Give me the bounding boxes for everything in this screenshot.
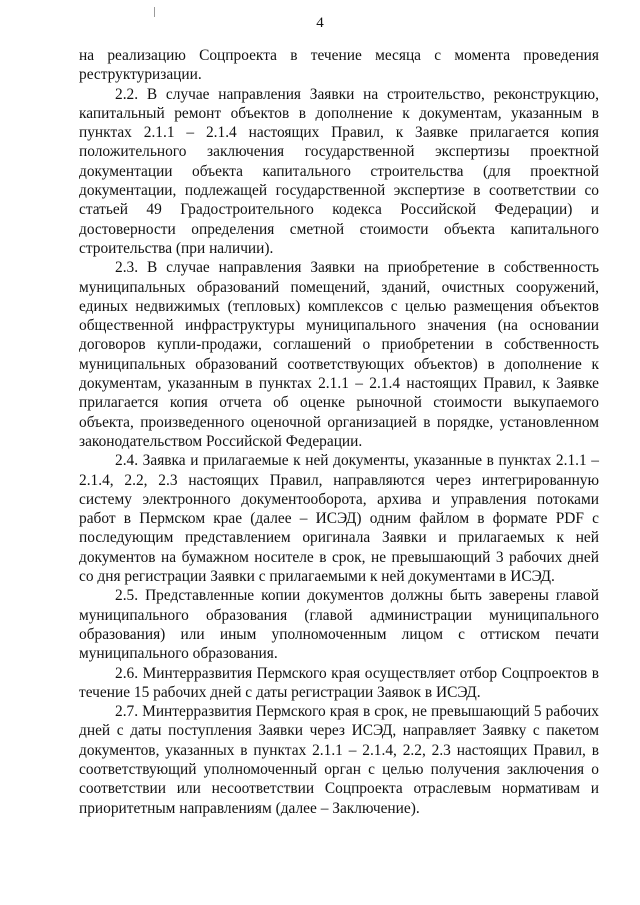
paragraph-2-3: 2.3. В случае направления Заявки на приобретение в собственность муниципальных образований помещений, зданий, очистных сооружений, единых недвижимых (тепловых) комплексов с целью размещения объектов общественной инфраструктуры муниципального значения (на основании договоров купли-продажи, соглашений о приобретении в собственность муниципальных образований соответствующих объектов) в дополнение к документам, указанным в пунктах 2.1.1 – 2.1.4 настоящих Правил, к Заявке прилагается копия отчета об оценке рыночной стоимости выкупаемого объекта, произведенного оценочной организацией в порядке, установленном законодательством Российской Федерации. xyxy=(79,259,599,450)
body-text xyxy=(79,46,599,818)
paragraph-2-5: 2.5. Представленные копии документов должны быть заверены главой муниципального образования (главой администрации муниципального образования) или иным уполномоченным лицом с оттиском печати муниципального образования. xyxy=(79,587,599,663)
page-number: 4 xyxy=(316,15,324,31)
paragraph-2-2: 2.2. В случае направления Заявки на строительство, реконструкцию, капитальный ремонт объектов в дополнение к документам, указанным в пунктах 2.1.1 – 2.1.4 настоящих Правил, к Заявке прилагается копия положительного заключения государственной экспертизы проектной документации объекта капитального строительства (для проектной документации, подлежащей государственной экспертизе в соответствии со статьей 49 Градостроительного кодекса Российской Федерации) и достоверности определения сметной стоимости объекта капитального строительства (при наличии). xyxy=(79,85,599,257)
paragraph-continuation: на реализацию Соцпроекта в течение месяца с момента проведения реструктуризации. xyxy=(79,47,599,84)
paragraph-2-7: 2.7. Минтерразвития Пермского края в срок, не превышающий 5 рабочих дней с даты поступления Заявки через ИСЭД, направляет Заявку с пакетом документов, указанных в пунктах 2.1.1 – 2.1.4, 2.2, 2.3 настоящих Правил, в соответствующий уполномоченный орган с целью получения заключения о соответствии или несоответствии Соцпроекта отраслевым нормативам и приоритетным направлениям (далее – Заключение). xyxy=(79,703,599,817)
paragraph-2-4: 2.4. Заявка и прилагаемые к ней документы, указанные в пунктах 2.1.1 – 2.1.4, 2.2, 2.3 настоящих Правил, направляются через интегрированную систему электронного документооборота, архива и управления потоками работ в Пермском крае (далее – ИСЭД) одним файлом в формате PDF с последующим представлением оригинала Заявки и прилагаемых к ней документов на бумажном носителе в срок, не превышающий 3 рабочих дней со дня регистрации Заявки с прилагаемыми к ней документами в ИСЭД. xyxy=(79,452,599,586)
paragraph-2-6: 2.6. Минтерразвития Пермского края осуществляет отбор Соцпроектов в течение 15 рабочих дней с даты регистрации Заявок в ИСЭД. xyxy=(79,664,599,701)
